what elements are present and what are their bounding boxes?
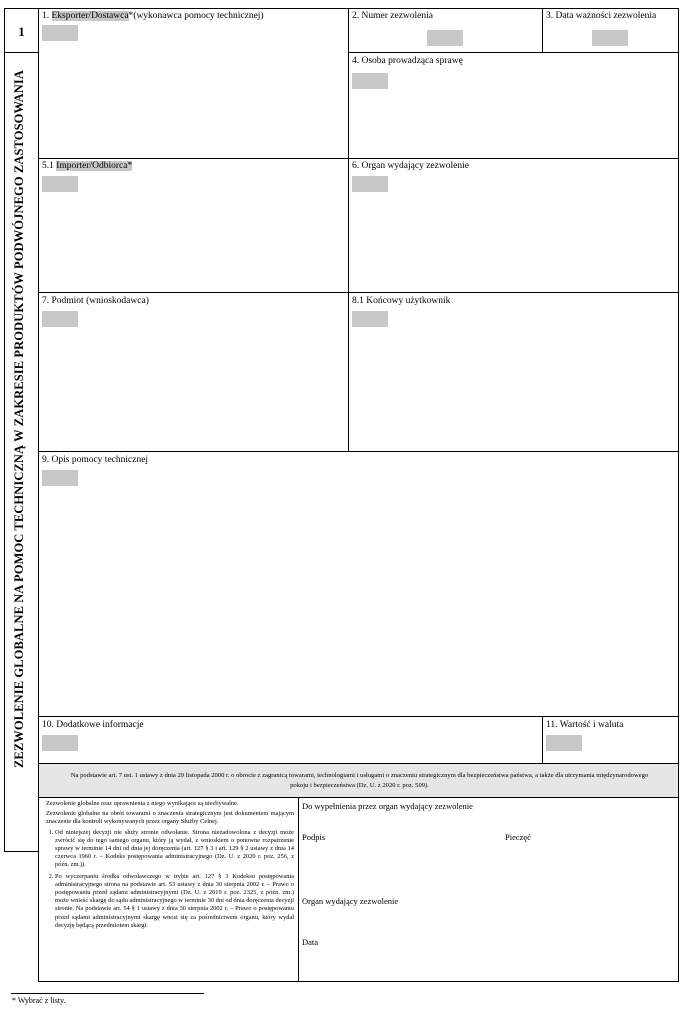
field-8-1-label: 8.1 Końcowy użytkownik [352, 296, 451, 306]
field-11-input[interactable] [546, 735, 582, 751]
field-11-value-currency [542, 716, 679, 764]
authority-box [298, 797, 679, 982]
field-5-1-label: 5.1 Importer/Odbiorca* [42, 161, 133, 171]
field-10-label: 10. Dodatkowe informacje [42, 720, 144, 730]
appeal-item-1: 1. Od niniejszej decyzji nie służy stronie odwołanie. Strona niezadowolona z decyzji może zwrócić się do tego samego organu, który ją wydał, z wnioskiem o ponowne rozpatrzenie sprawy w terminie 14 dni od dnia jej doręczenia (art. 127 § 3 i art. 129 § 2 ustawy z dnia 14 czerwca 1960 r. – Kodeks postępowania administracyjnego (Dz. U. z 2020 r. poz. 256, z późn. zm.)). [55, 829, 294, 870]
legal-basis-box [38, 763, 679, 798]
field-6-input[interactable] [352, 176, 388, 192]
field-2-label: 2. Numer zezwolenia [352, 11, 433, 21]
appeal-item-2: 2. Po wyczerpaniu środka odwoławczego w trybie art. 127 § 3 Kodeksu postępowania administracyjnego strona na podstawie art. 53 ustawy z dnia 30 sierpnia 2002 r. – Prawo o postępowaniu przed sądami administracyjnymi (Dz. U. z 2019 r. poz. 2325, z późn. zm.) może wnieść skargę do sądu administracyjnego w terminie 30 dni od dnia doręczenia decyzji stronie. Na podstawie art. 54 § 1 ustawy z dnia 30 sierpnia 2002 r. – Prawo o postępowaniu przed sądami administracyjnymi skargę wnosi się za pośrednictwem organu, który wydał decyzję będącą przedmiotem skargi. [55, 873, 294, 930]
field-3-validity-date [542, 8, 679, 53]
field-8-1-end-user [348, 292, 679, 452]
field-6-label: 6. Organ wydający zezwolenie [352, 161, 469, 171]
field-7-input[interactable] [42, 311, 78, 327]
field-3-label: 3. Data ważności zezwolenia [546, 11, 657, 21]
legal-basis-text: Na podstawie art. 7 ust. 1 ustawy z dnia 29 listopada 2000 r. o obrocie z zagranicą towarami, technologiami i usługami o znaczeniu strategicznym dla bezpieczeństwa państwa, a także dla utrzymania międzynarodowego pokoju i bezpieczeństwa (Dz. U. z 2020 r. poz. 509). [70, 772, 649, 789]
stamp-label: Pieczęć [505, 832, 531, 842]
field-8-1-input[interactable] [352, 311, 388, 327]
field-9-input[interactable] [42, 470, 78, 486]
field-5-1-input[interactable] [42, 176, 78, 192]
field-1-input[interactable] [42, 25, 78, 41]
footnote: * Wybrać z listy. [12, 996, 66, 1005]
date-label: Data [302, 937, 319, 947]
issuing-authority-label: Organ wydający zezwolenie [302, 896, 399, 906]
notes-box [38, 797, 299, 982]
field-3-input[interactable] [592, 30, 628, 46]
notes-text [46, 800, 294, 933]
field-1-label: 1. Eksporter/Dostawca*(wykonawca pomocy technicznej) [42, 11, 264, 21]
field-2-input[interactable] [427, 30, 463, 46]
field-7-label: 7. Podmiot (wnioskodawca) [42, 296, 149, 306]
field-7-applicant [38, 292, 349, 452]
field-4-input[interactable] [352, 73, 388, 89]
exporter-select-label[interactable]: Eksporter/Dostawca [51, 11, 129, 21]
field-9-technical-assistance [38, 451, 679, 717]
field-5-1-importer [38, 158, 349, 293]
field-1-exporter [38, 8, 349, 159]
authority-heading: Do wypełnienia przez organ wydający zezwolenie [302, 801, 473, 811]
field-11-label: 11. Wartość i waluta [546, 720, 624, 730]
field-4-label: 4. Osoba prowadząca sprawę [352, 56, 463, 66]
field-10-additional-info [38, 716, 543, 764]
appeal-instructions [46, 829, 294, 930]
importer-select-label[interactable]: Importer/Odbiorca* [56, 161, 133, 171]
field-10-input[interactable] [42, 735, 78, 751]
note-non-transferable: Zezwolenie globalne oraz uprawnienia z niego wynikające są niezbywalne. [46, 800, 239, 807]
form-number: 1 [18, 24, 25, 39]
field-9-label: 9. Opis pomocy technicznej [42, 455, 149, 465]
field-6-issuing-authority [348, 158, 679, 293]
form-number-box [4, 8, 39, 53]
footnote-divider [11, 993, 204, 994]
note-customs-control: Zezwolenie globalne na obrót towarami o znaczeniu strategicznym jest dokumentem mającym znaczenie dla kontroli wykonywanych przez organy Służby Celnej. [46, 810, 294, 826]
signature-label: Podpis [302, 832, 326, 842]
field-4-case-officer [348, 52, 679, 159]
field-2-permit-number [348, 8, 543, 53]
form-title: ZEZWOLENIE GLOBALNE NA POMOC TECHNICZNĄ W ZAKRESIE PRODUKTÓW PODWÓJNEGO ZASTOSOWANIA [12, 70, 26, 768]
